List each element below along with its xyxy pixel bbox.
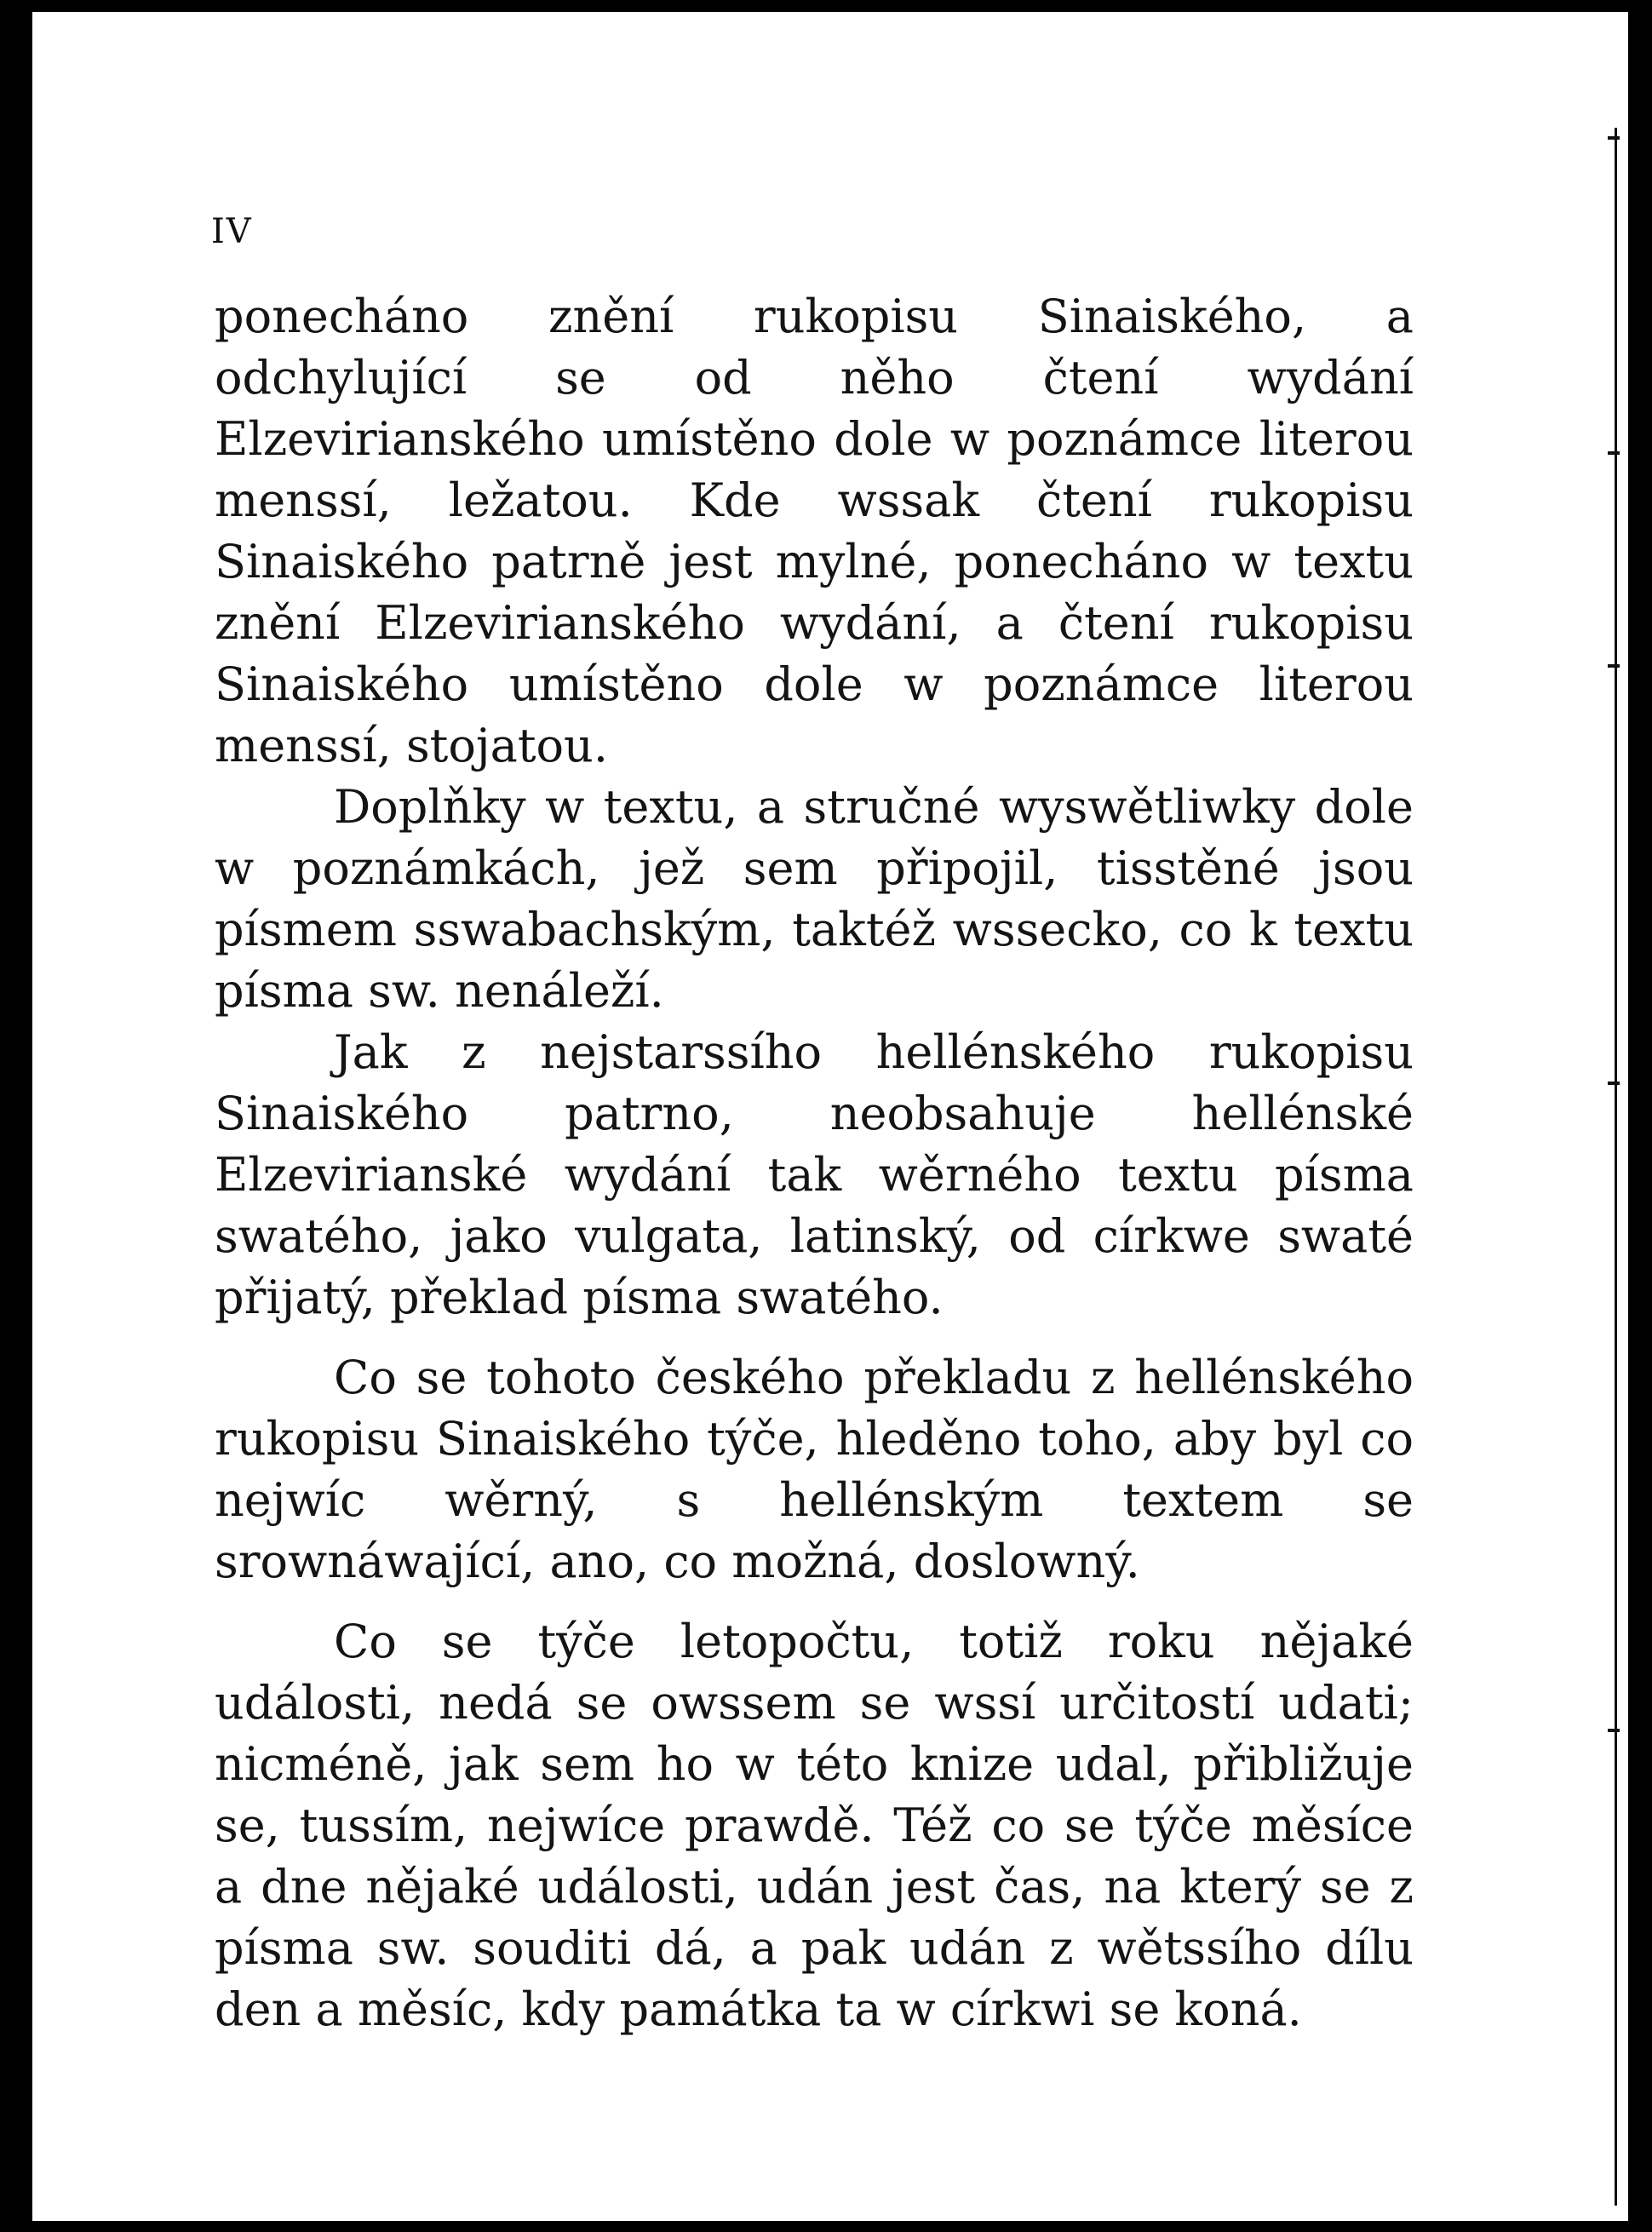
scan-border-top (0, 0, 1652, 12)
scan-border-right (1628, 0, 1652, 2232)
binding-mark (1608, 451, 1620, 455)
binding-mark (1608, 136, 1620, 140)
scan-border-bottom (0, 2221, 1652, 2232)
binding-edge (1615, 128, 1617, 2206)
paragraph-3: Jak z nejstarssího hellénského rukopisu Sinaiského patrno, neobsahuje hellénské Elzevirianské wydání tak wěrného textu písma swatého, jako vulgata, latinský, od církwe swaté přijatý, překlad písma swatého. (215, 1025, 1414, 1324)
paragraph-4: Co se tohoto českého překladu z hellénského rukopisu Sinaiského týče, hleděno toho, aby byl co nejwíc wěrný, s hellénským textem se srownáwající, ano, co možná, doslowný. (215, 1351, 1414, 1588)
paragraph-1: ponecháno znění rukopisu Sinaiského, a odchylující se od něho čtení wydání Elzevirianského umístěno dole w poznámce literou menssí, ležatou. Kde wssak čtení rukopisu Sinaiského patrně jest mylné, ponecháno w textu znění Elzevirianského wydání, a čtení rukopisu Sinaiského umístěno dole w poznámce literou menssí, stojatou. (215, 290, 1414, 772)
binding-mark (1608, 1729, 1620, 1732)
binding-mark (1608, 1082, 1620, 1085)
binding-mark (1608, 664, 1620, 668)
page-number: IV (211, 212, 253, 251)
body-text (215, 286, 1414, 2040)
scan-border-left (0, 0, 32, 2232)
paragraph-5: Co se týče letopočtu, totiž roku nějaké události, nedá se owssem se wssí určitostí udati; nicméně, jak sem ho w této knize udal, přibližuje se, tussím, nejwíce prawdě. Též co se týče měsíce a dne nějaké události, udán jest čas, na který se z písma sw. souditi dá, a pak udán z wětssího dílu den a měsíc, kdy památka ta w církwi se koná. (215, 1615, 1414, 2036)
paragraph-2: Doplňky w textu, a stručné wyswětliwky dole w poznámkách, jež sem připojil, tisstěné jsou písmem sswabachským, taktéž wsseckо, co k textu písma sw. nenáleží. (215, 780, 1414, 1018)
